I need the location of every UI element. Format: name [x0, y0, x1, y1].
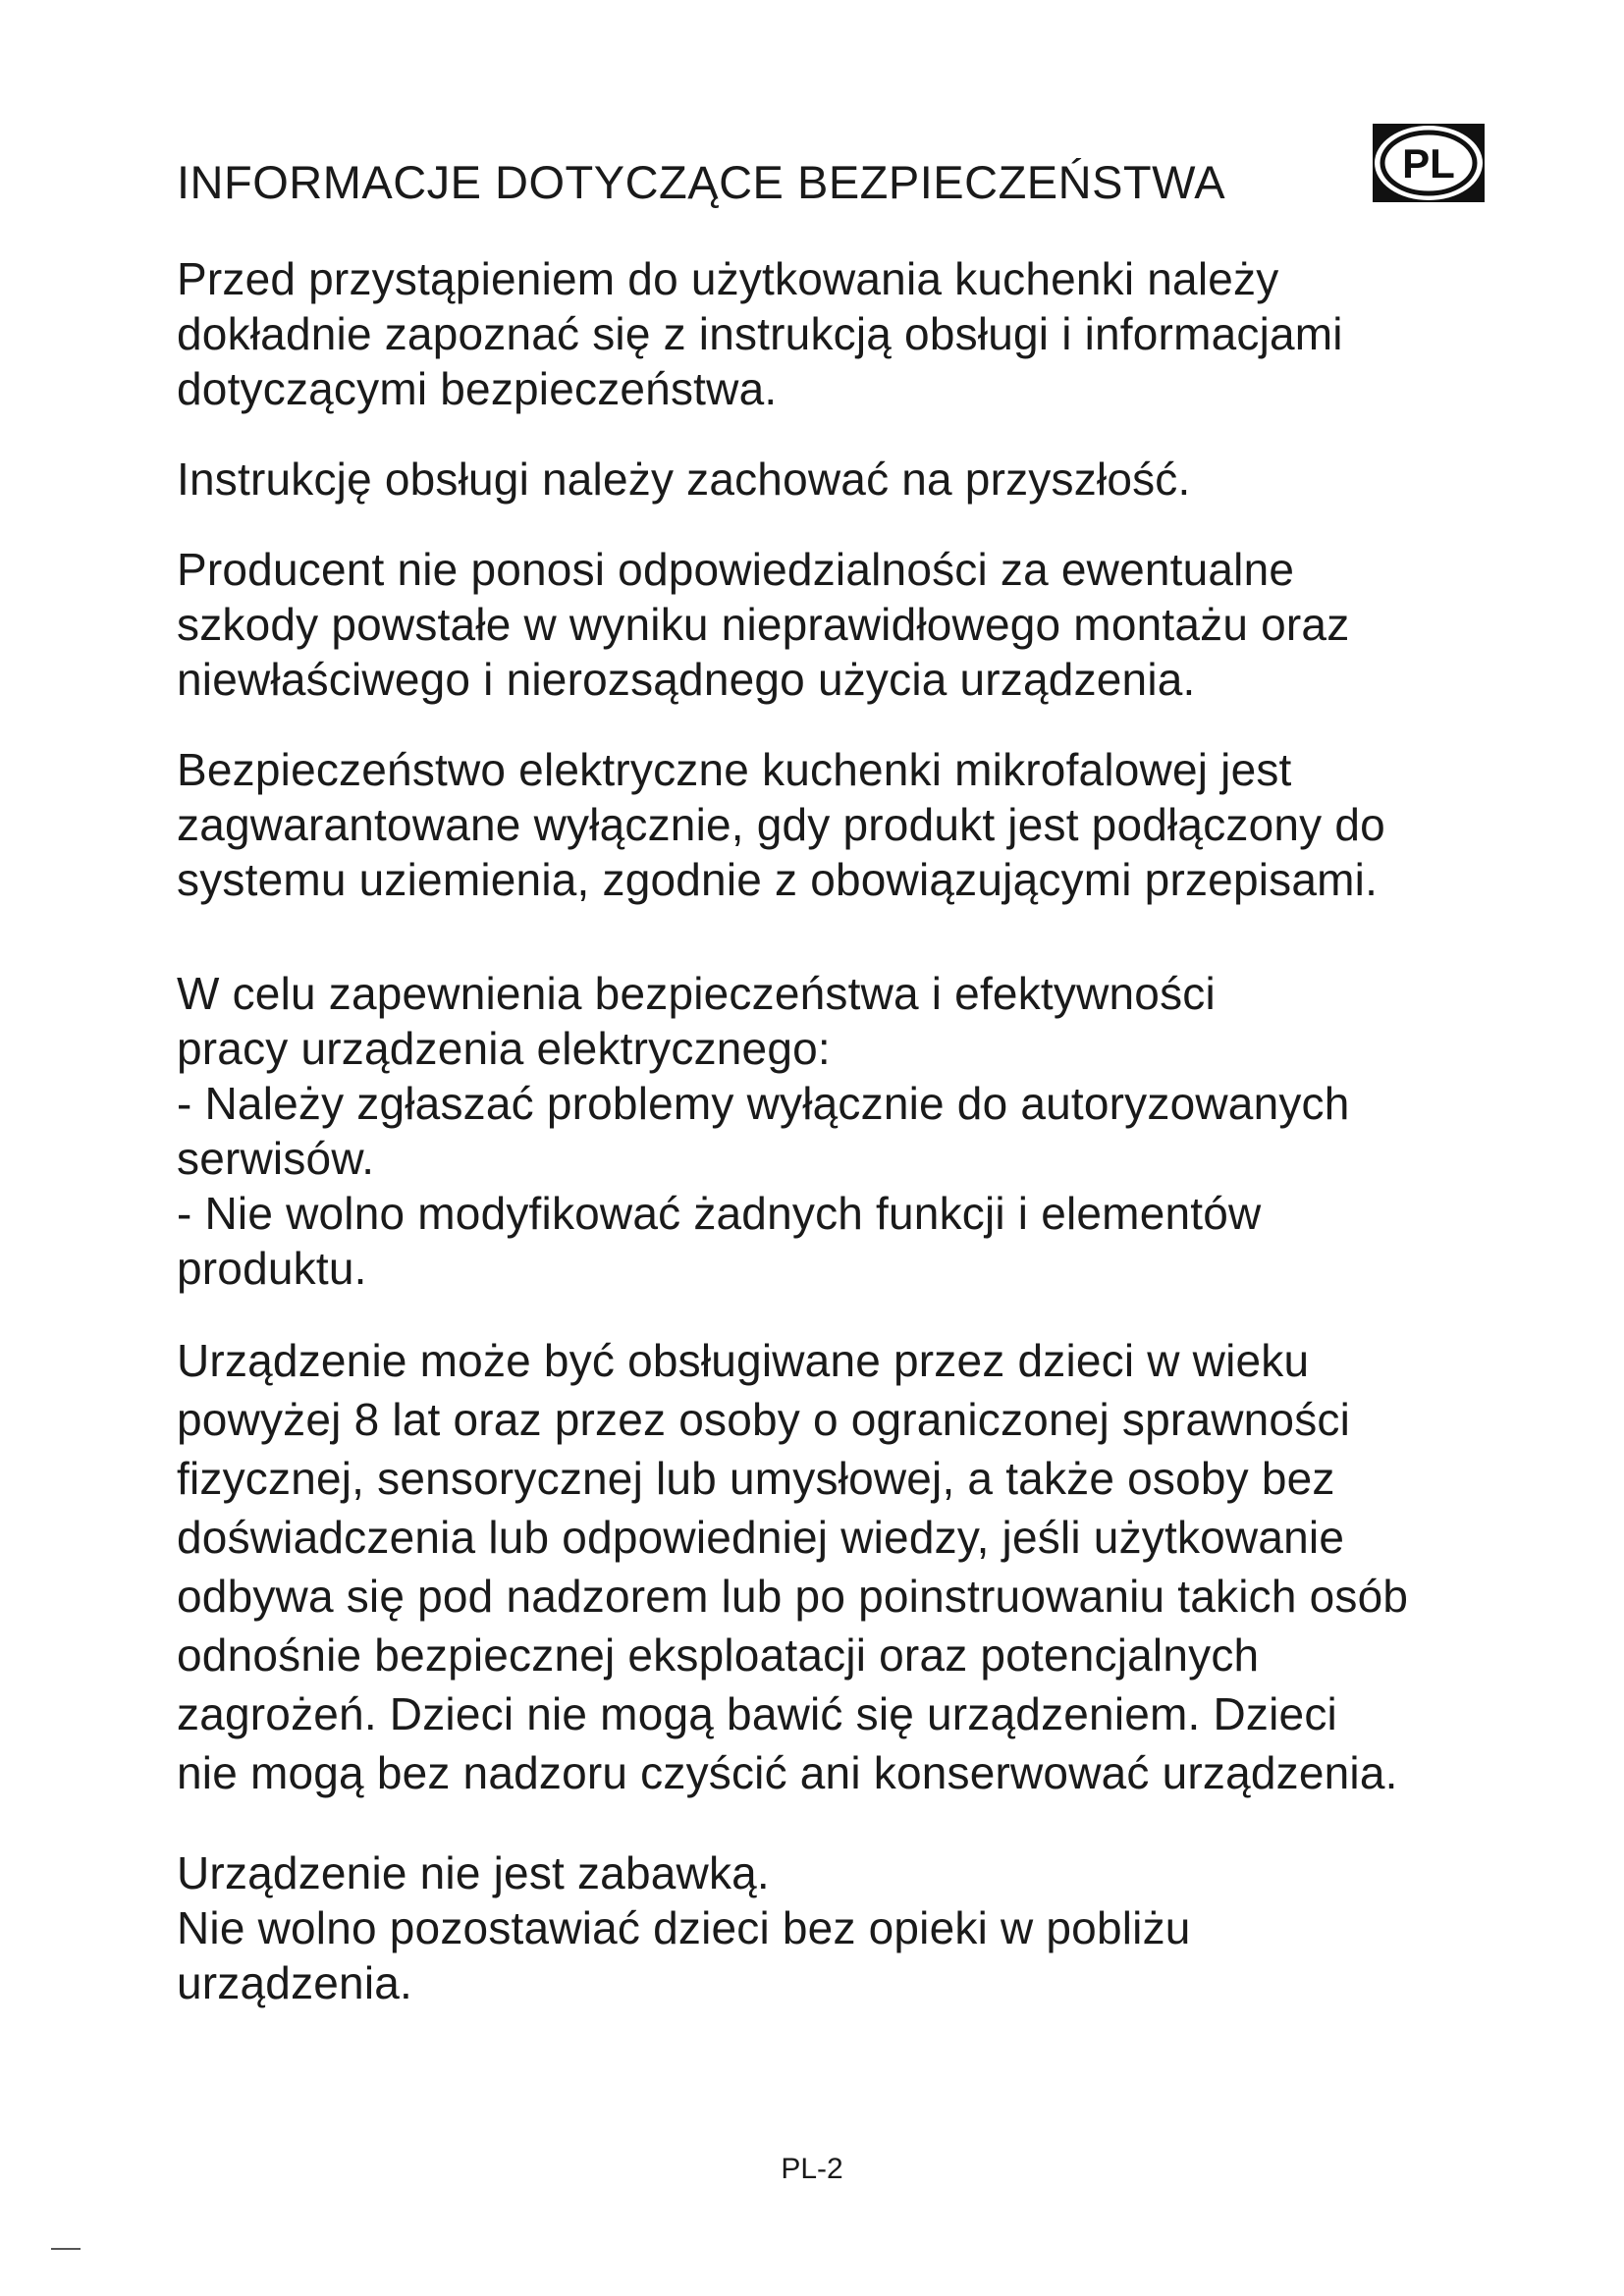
list-item-continuation: produktu.: [177, 1243, 367, 1294]
paragraph-line: W celu zapewnienia bezpieczeństwa i efektywności: [177, 968, 1216, 1019]
scan-mark-divider: [51, 2248, 81, 2250]
paragraph-keep-manual: [177, 452, 1512, 507]
page-title: INFORMACJE DOTYCZĄCE BEZPIECZEŃSTWA: [177, 156, 1226, 208]
paragraph-service-rules: [177, 966, 1512, 1296]
paragraph-line: zagrożeń. Dzieci nie mogą bawić się urządzeniem. Dzieci: [177, 1688, 1337, 1739]
list-item-continuation: serwisów.: [177, 1133, 375, 1184]
paragraph-line: dotyczącymi bezpieczeństwa.: [177, 363, 778, 414]
language-badge-icon: [1371, 122, 1487, 204]
paragraph-line: dokładnie zapoznać się z instrukcją obsługi i informacjami: [177, 308, 1343, 359]
paragraph-line: Przed przystąpieniem do użytkowania kuchenki należy: [177, 253, 1279, 304]
paragraph-not-a-toy: [177, 1845, 1512, 2010]
paragraph-line: zagwarantowane wyłącznie, gdy produkt jest podłączony do: [177, 799, 1385, 850]
paragraph-children-usage: [177, 1331, 1512, 1802]
paragraph-line: nie mogą bez nadzoru czyścić ani konserwować urządzenia.: [177, 1747, 1398, 1798]
paragraph-line: Nie wolno pozostawiać dzieci bez opieki w pobliżu: [177, 1902, 1191, 1953]
paragraph-line: urządzenia.: [177, 1957, 413, 2008]
paragraph-liability: [177, 542, 1512, 707]
language-badge-label: PL: [1402, 140, 1455, 187]
list-item: - Należy zgłaszać problemy wyłącznie do autoryzowanych: [177, 1078, 1350, 1129]
paragraph-line: odbywa się pod nadzorem lub po poinstruowaniu takich osób: [177, 1571, 1409, 1622]
paragraph-electrical-safety: [177, 742, 1512, 907]
paragraph-line: niewłaściwego i nierozsądnego użycia urządzenia.: [177, 654, 1196, 705]
paragraph-line: Urządzenie nie jest zabawką.: [177, 1847, 770, 1898]
paragraph-line: fizycznej, sensorycznej lub umysłowej, a także osoby bez: [177, 1453, 1335, 1504]
paragraph-line: Bezpieczeństwo elektryczne kuchenki mikrofalowej jest: [177, 744, 1292, 795]
paragraph-line: powyżej 8 lat oraz przez osoby o ograniczonej sprawności: [177, 1394, 1351, 1445]
paragraph-line: Producent nie ponosi odpowiedzialności za ewentualne: [177, 544, 1295, 595]
paragraph-line: systemu uziemienia, zgodnie z obowiązującymi przepisami.: [177, 854, 1379, 905]
language-badge: [1371, 122, 1487, 204]
paragraph-read-instructions: [177, 251, 1512, 416]
paragraph-line: Instrukcję obsługi należy zachować na przyszłość.: [177, 454, 1191, 505]
paragraph-line: Urządzenie może być obsługiwane przez dzieci w wieku: [177, 1335, 1310, 1386]
page-number: PL-2: [781, 2153, 843, 2185]
safety-content: [177, 251, 1512, 2010]
paragraph-line: pracy urządzenia elektrycznego:: [177, 1023, 831, 1074]
paragraph-line: szkody powstałe w wyniku nieprawidłowego montażu oraz: [177, 599, 1350, 650]
list-item: - Nie wolno modyfikować żadnych funkcji i elementów: [177, 1188, 1262, 1239]
paragraph-line: odnośnie bezpiecznej eksploatacji oraz potencjalnych: [177, 1629, 1260, 1681]
paragraph-line: doświadczenia lub odpowiedniej wiedzy, jeśli użytkowanie: [177, 1512, 1345, 1563]
